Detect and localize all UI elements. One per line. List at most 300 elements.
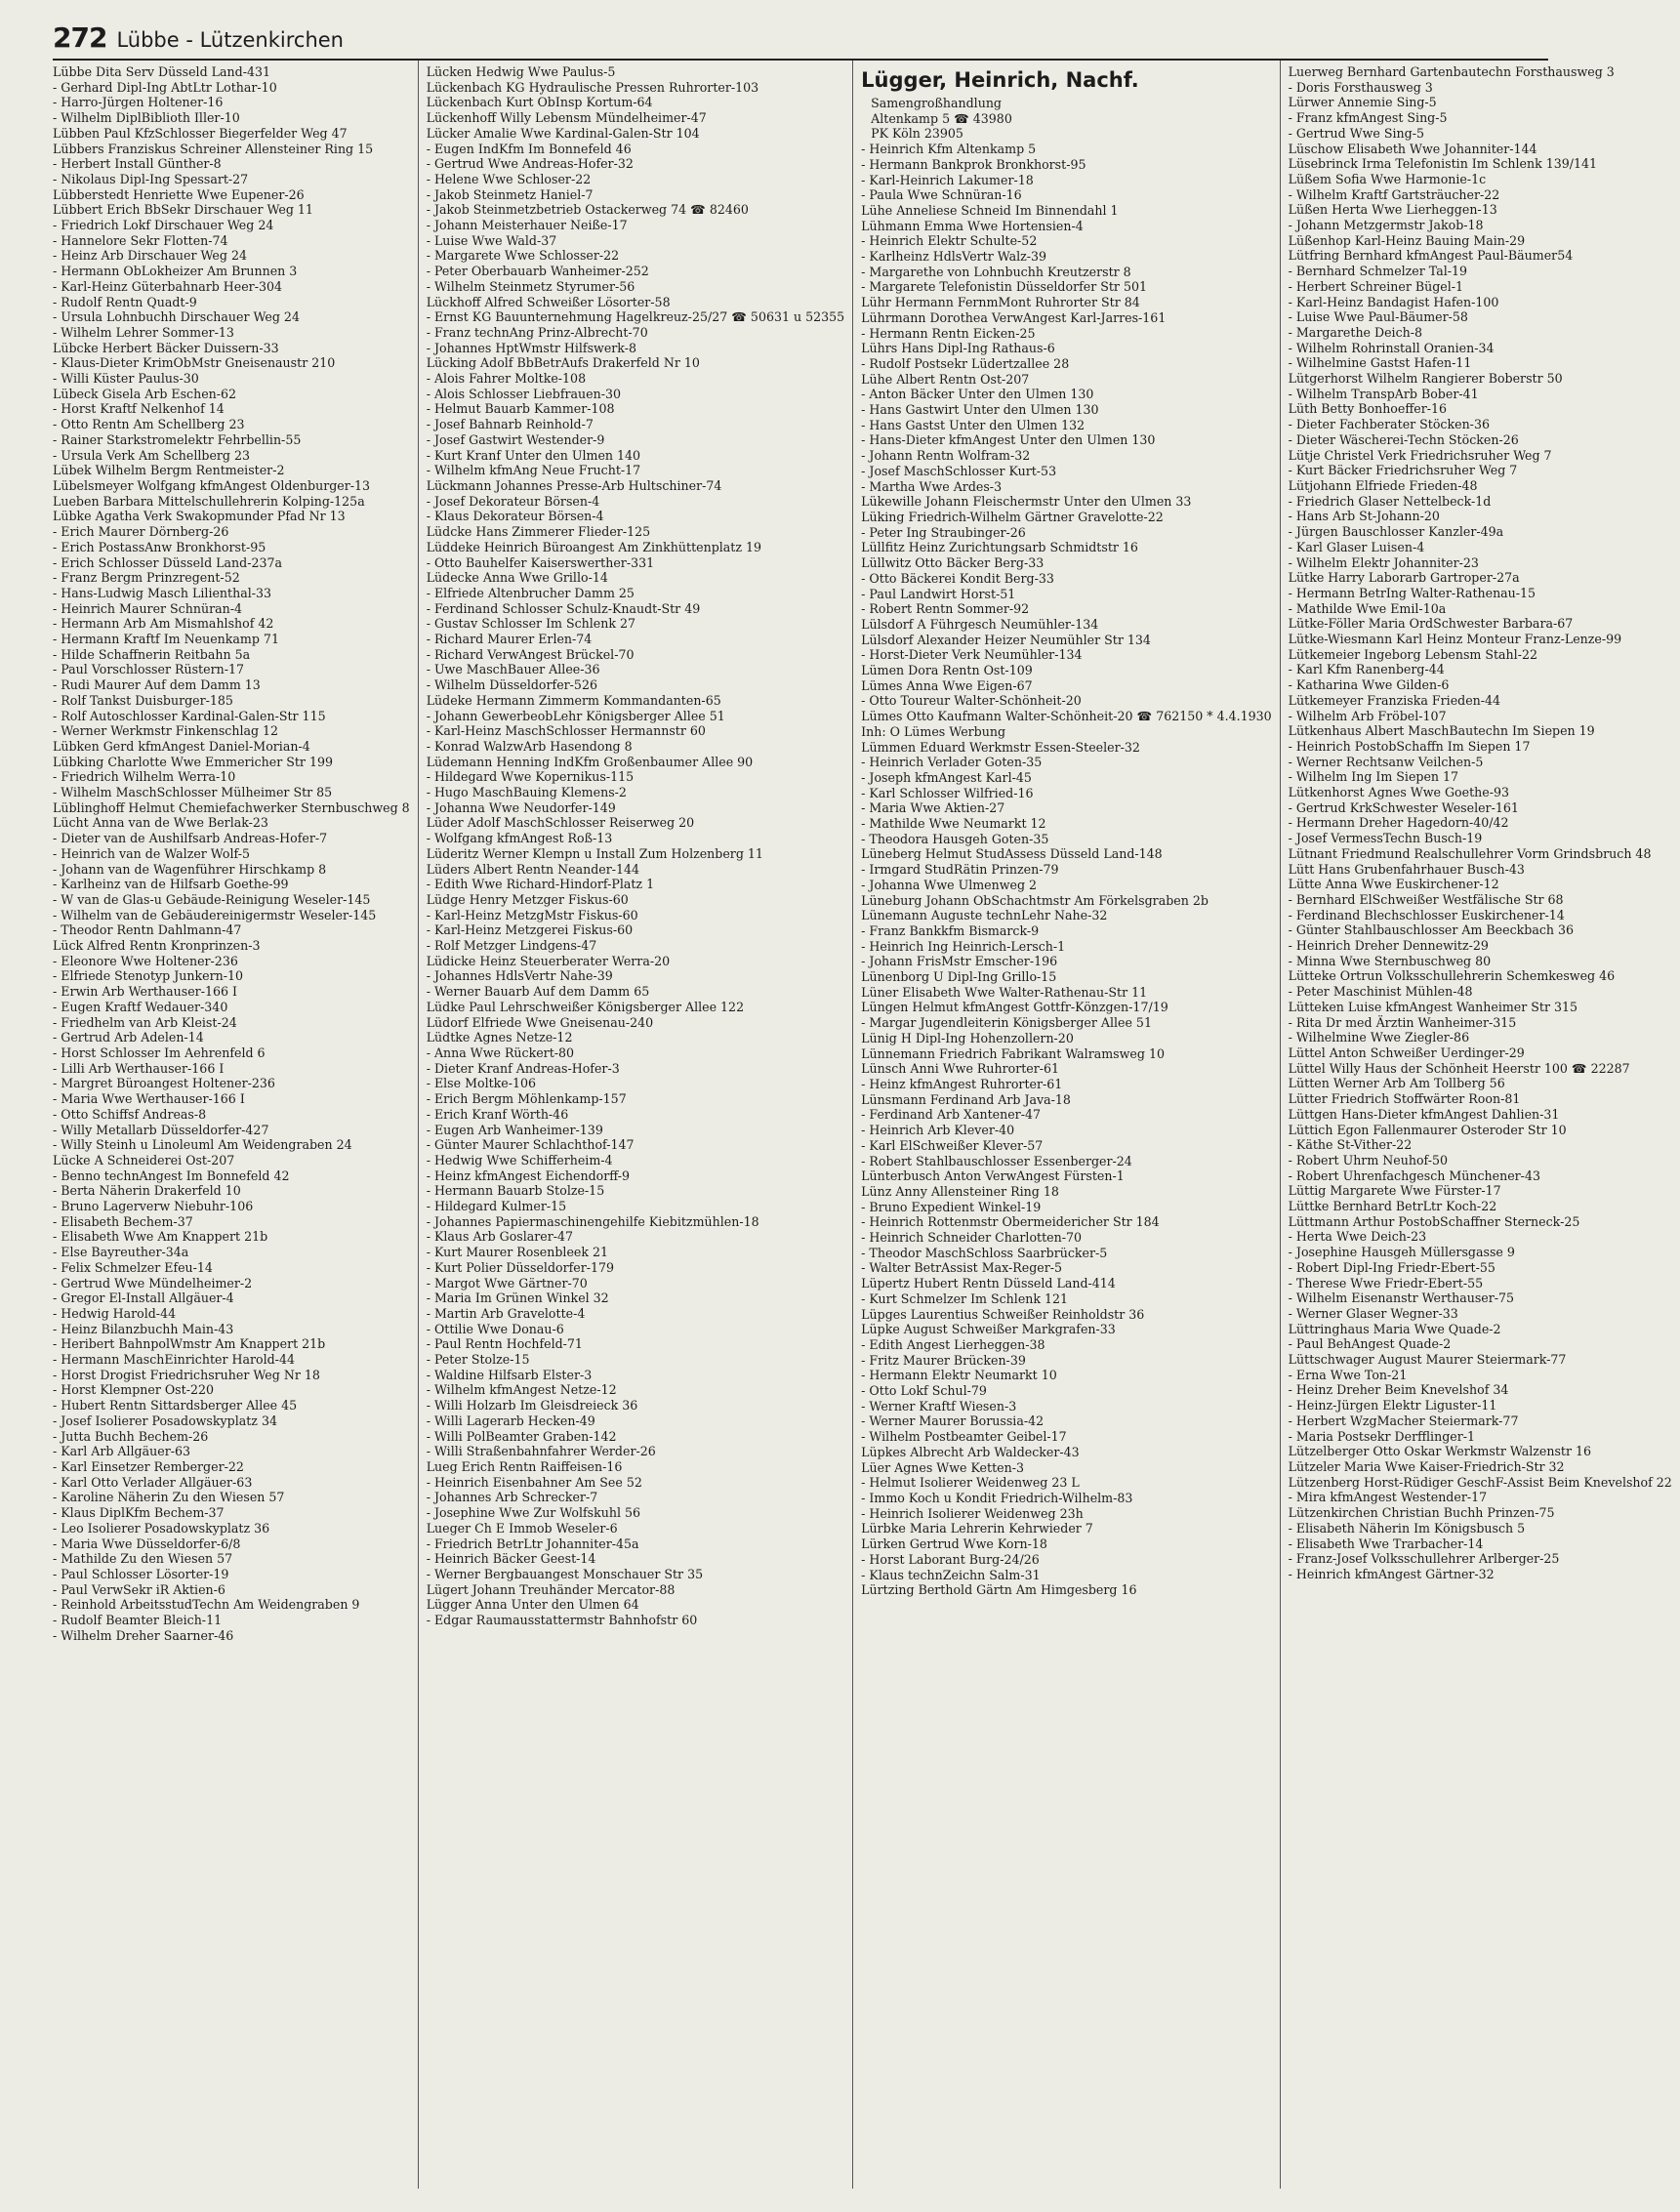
- directory-entry: - Werner Bergbauangest Monschauer Str 35: [426, 1566, 704, 1581]
- directory-entry: - Wilhelm Rohrinstall Oranien-34: [1288, 340, 1495, 355]
- directory-entry: - Irmgard StudRätin Prinzen-79: [861, 862, 1059, 878]
- directory-entry: - Dieter Wäscherei-Techn Stöcken-26: [1288, 431, 1519, 447]
- directory-entry: - Hedwig Wwe Schifferheim-4: [426, 1152, 613, 1167]
- directory-entry: Lückenhoff Willy Lebensm Mündelheimer-47: [426, 110, 707, 126]
- directory-entry: - Heinrich Elektr Schulte-52: [861, 233, 1038, 249]
- directory-entry: - Friedrich Wilhelm Werra-10: [53, 769, 236, 785]
- directory-entry: - Heinz Dreher Beim Knevelshof 34: [1288, 1382, 1509, 1398]
- directory-entry: Lürwer Annemie Sing-5: [1288, 95, 1437, 110]
- directory-entry: - Erich Maurer Dörnberg-26: [53, 524, 229, 540]
- directory-entry: - Hans-Dieter kfmAngest Unter den Ulmen 130: [861, 432, 1156, 448]
- directory-entry: - Heinrich Bäcker Geest-14: [426, 1551, 596, 1567]
- directory-entry: - Paul Schlosser Lösorter-19: [53, 1566, 229, 1581]
- directory-entry: - Wilhelm Kraftf Gartsträucher-22: [1288, 186, 1500, 202]
- directory-entry: - Hugo MaschBauing Klemens-2: [426, 785, 627, 800]
- directory-entry: - Rolf Tankst Duisburger-185: [53, 692, 233, 708]
- directory-entry: Lück Alfred Rentn Kronprinzen-3: [53, 938, 261, 954]
- columns: [53, 61, 1672, 2189]
- directory-entry: - Hermann MaschEinrichter Harold-44: [53, 1352, 295, 1368]
- directory-entry: Lübbe Dita Serv Düsseld Land-431: [53, 64, 270, 79]
- directory-entry: - Margarete Telefonistin Düsseldorfer Str 501: [861, 279, 1147, 295]
- directory-entry: Lübeck Gisela Arb Eschen-62: [53, 386, 237, 401]
- directory-entry: Lümes Otto Kaufmann Walter-Schönheit-20 ☎ 762150 * 4.4.1930: [861, 709, 1272, 724]
- directory-entry: - Elisabeth Wwe Am Knappert 21b: [53, 1229, 268, 1245]
- directory-entry: - Josef Dekorateur Börsen-4: [426, 493, 600, 509]
- directory-entry: - Jakob Steinmetz Haniel-7: [426, 186, 594, 202]
- directory-entry: - Heinrich Arb Klever-40: [861, 1123, 1015, 1138]
- directory-entry: Lücht Anna van de Wwe Berlak-23: [53, 815, 268, 831]
- directory-entry: - Karl Einsetzer Remberger-22: [53, 1458, 244, 1474]
- directory-entry: - Heribert BahnpolWmstr Am Knappert 21b: [53, 1336, 326, 1352]
- directory-entry: - Gertrud KrkSchwester Weseler-161: [1288, 799, 1519, 815]
- directory-entry: - Elfriede Altenbrucher Damm 25: [426, 585, 635, 600]
- directory-entry: - Bruno Expedient Winkel-19: [861, 1199, 1042, 1214]
- business-heading: Lügger, Heinrich, Nachf.: [861, 68, 1139, 92]
- directory-entry: - Rolf Metzger Lindgens-47: [426, 938, 597, 954]
- directory-entry: - Margarethe Deich-8: [1288, 324, 1423, 340]
- directory-entry: Lützenkirchen Christian Buchh Prinzen-75: [1288, 1505, 1555, 1521]
- column-2: [418, 61, 852, 2189]
- directory-entry: - Friedhelm van Arb Kleist-24: [53, 1014, 237, 1030]
- directory-entry: - Willi Holzarb Im Gleisdreieck 36: [426, 1398, 638, 1413]
- directory-entry: - Hermann BetrIng Walter-Rathenau-15: [1288, 585, 1537, 600]
- directory-entry: Lütje Christel Verk Friedrichsruher Weg 7: [1288, 447, 1552, 463]
- directory-entry: - Elisabeth Näherin Im Königsbusch 5: [1288, 1520, 1526, 1536]
- directory-entry: - Heinz Bilanzbuchh Main-43: [53, 1321, 234, 1336]
- directory-entry: Lübberstedt Henriette Wwe Eupener-26: [53, 186, 305, 202]
- directory-entry: Lückmann Johannes Presse-Arb Hultschiner-74: [426, 477, 722, 493]
- directory-entry: - Wilhelmine Wwe Ziegler-86: [1288, 1030, 1470, 1045]
- directory-entry: - Rudolf Beamter Bleich-11: [53, 1613, 223, 1628]
- directory-entry: - Günter Stahlbauschlosser Am Beeckbach 36: [1288, 922, 1575, 938]
- directory-entry: Lübek Wilhelm Bergm Rentmeister-2: [53, 463, 285, 478]
- directory-entry: - Wilhelm Eisenanstr Werthauser-75: [1288, 1290, 1515, 1306]
- directory-entry: - Else Bayreuther-34a: [53, 1245, 189, 1260]
- directory-entry: - Mathilde Zu den Wiesen 57: [53, 1551, 233, 1567]
- directory-entry: Lüdke Paul Lehrschweißer Königsberger Allee 122: [426, 999, 745, 1014]
- directory-entry: Lütte Anna Wwe Euskirchener-12: [1288, 877, 1499, 892]
- directory-entry: - Horst-Dieter Verk Neumühler-134: [861, 647, 1083, 663]
- directory-entry: - Gertrud Wwe Andreas-Hofer-32: [426, 156, 634, 172]
- business-detail: PK Köln 23905: [871, 126, 963, 142]
- directory-entry: - Jutta Buchh Bechem-26: [53, 1428, 209, 1444]
- page-number: 272: [53, 21, 107, 54]
- directory-entry: - Joseph kfmAngest Karl-45: [861, 769, 1032, 785]
- directory-entry: - Johann Meisterhauer Neiße-17: [426, 218, 628, 233]
- directory-entry: - Horst Schlosser Im Aehrenfeld 6: [53, 1045, 266, 1060]
- directory-entry: - Johann van de Wagenführer Hirschkamp 8: [53, 861, 327, 877]
- directory-entry: - Katharina Wwe Gilden-6: [1288, 677, 1450, 693]
- directory-entry: - Gregor El-Install Allgäuer-4: [53, 1290, 234, 1306]
- directory-entry: - Otto Lokf Schul-79: [861, 1383, 987, 1399]
- column-3: [852, 61, 1279, 2189]
- directory-entry: - Maria Wwe Aktien-27: [861, 800, 1005, 816]
- directory-entry: Lürbke Maria Lehrerin Kehrwieder 7: [861, 1521, 1093, 1536]
- directory-entry: - Doris Forsthausweg 3: [1288, 79, 1433, 95]
- directory-entry: Lükewille Johann Fleischermstr Unter den Ulmen 33: [861, 494, 1192, 510]
- directory-entry: - W van de Glas-u Gebäude-Reinigung Weseler-145: [53, 891, 371, 907]
- directory-entry: - Karl-Heinz Metzgerei Fiskus-60: [426, 922, 634, 938]
- directory-entry: Lütfring Bernhard kfmAngest Paul-Bäumer54: [1288, 248, 1574, 264]
- directory-entry: - Otto Bäckerei Kondit Berg-33: [861, 570, 1054, 586]
- directory-entry: - Bernhard Schmelzer Tal-19: [1288, 264, 1468, 279]
- directory-entry: - Josef Gastwirt Westender-9: [426, 431, 605, 447]
- directory-entry: - Willy Metallarb Düsseldorfer-427: [53, 1122, 269, 1137]
- directory-entry: - Josephine Wwe Zur Wolfskuhl 56: [426, 1505, 641, 1521]
- directory-entry: - Luise Wwe Wald-37: [426, 232, 557, 248]
- directory-entry: - Wilhelm DiplBiblioth Iller-10: [53, 110, 240, 126]
- directory-entry: Lüking Friedrich-Wilhelm Gärtner Gravelotte-22: [861, 509, 1164, 524]
- directory-entry: - Erna Wwe Ton-21: [1288, 1367, 1408, 1382]
- directory-entry: Lüttgen Hans-Dieter kfmAngest Dahlien-31: [1288, 1106, 1560, 1122]
- directory-entry: Lührs Hans Dipl-Ing Rathaus-6: [861, 341, 1055, 356]
- directory-entry: - Klaus-Dieter KrimObMstr Gneisenaustr 210: [53, 355, 336, 371]
- directory-entry: Lünenborg U Dipl-Ing Grillo-15: [861, 969, 1057, 985]
- directory-entry: - Johann Metzgermstr Jakob-18: [1288, 218, 1484, 233]
- directory-entry: Lüders Albert Rentn Neander-144: [426, 861, 640, 877]
- directory-entry: Lütten Werner Arb Am Tollberg 56: [1288, 1076, 1505, 1091]
- directory-entry: - Heinrich Verlader Goten-35: [861, 755, 1043, 770]
- directory-entry: Lübelsmeyer Wolfgang kfmAngest Oldenburger-13: [53, 477, 371, 493]
- directory-entry: - Johannes Arb Schrecker-7: [426, 1490, 598, 1505]
- directory-entry: Lünig H Dipl-Ing Hohenzollern-20: [861, 1030, 1074, 1045]
- directory-entry: - Horst Drogist Friedrichsruher Weg Nr 18: [53, 1367, 320, 1382]
- directory-entry: - Werner Rechtsanw Veilchen-5: [1288, 754, 1484, 769]
- directory-entry: Lüpertz Hubert Rentn Düsseld Land-414: [861, 1276, 1116, 1291]
- directory-entry: Lückenbach KG Hydraulische Pressen Ruhrorter-103: [426, 79, 759, 95]
- directory-entry: Lützeler Maria Wwe Kaiser-Friedrich-Str 32: [1288, 1458, 1565, 1474]
- directory-entry: Lübken Gerd kfmAngest Daniel-Morian-4: [53, 738, 310, 754]
- directory-entry: - Karl Schlosser Wilfried-16: [861, 785, 1034, 800]
- directory-entry: - Wilhelm Ing Im Siepen 17: [1288, 769, 1459, 785]
- directory-entry: - Bernhard ElSchweißer Westfälische Str 68: [1288, 891, 1564, 907]
- directory-entry: - Rudi Maurer Auf dem Damm 13: [53, 677, 261, 693]
- directory-entry: - Robert Uhrm Neuhof-50: [1288, 1152, 1449, 1167]
- directory-entry: - Heinrich PostobSchaffn Im Siepen 17: [1288, 738, 1531, 754]
- directory-entry: - Franz Bergm Prinzregent-52: [53, 570, 240, 586]
- directory-entry: - Hans Gastwirt Unter den Ulmen 130: [861, 402, 1099, 418]
- directory-entry: Lüdcke Hans Zimmerer Flieder-125: [426, 524, 651, 540]
- directory-entry: - Karoline Näherin Zu den Wiesen 57: [53, 1490, 285, 1505]
- directory-entry: Lüer Agnes Wwe Ketten-3: [861, 1459, 1024, 1475]
- directory-entry: - Heinz Arb Dirschauer Weg 24: [53, 248, 247, 264]
- directory-entry: - Willi Küster Paulus-30: [53, 371, 199, 387]
- directory-entry: - Wilhelm Steinmetz Styrumer-56: [426, 278, 635, 294]
- directory-entry: - Wilhelm Arb Fröbel-107: [1288, 708, 1447, 723]
- directory-entry: Lütteken Luise kfmAngest Wanheimer Str 315: [1288, 999, 1578, 1014]
- directory-entry: - Kurt Bäcker Friedrichsruher Weg 7: [1288, 463, 1518, 478]
- directory-entry: - Karl Arb Allgäuer-63: [53, 1444, 190, 1459]
- directory-entry: - Horst Klempner Ost-220: [53, 1382, 214, 1398]
- directory-entry: - Gertrud Wwe Sing-5: [1288, 125, 1424, 141]
- directory-entry: - Johann GewerbeobLehr Königsberger Allee 51: [426, 708, 725, 723]
- directory-entry: - Heinrich Dreher Dennewitz-29: [1288, 938, 1489, 954]
- directory-entry: - Karl Kfm Ranenberg-44: [1288, 662, 1445, 677]
- directory-entry: - Robert Dipl-Ing Friedr-Ebert-55: [1288, 1259, 1496, 1275]
- directory-entry: - Johannes HptWmstr Hilfswerk-8: [426, 340, 636, 355]
- directory-entry: - Franz kfmAngest Sing-5: [1288, 110, 1448, 126]
- directory-entry: - Margot Wwe Gärtner-70: [426, 1275, 588, 1290]
- directory-entry: Lücker Amalie Wwe Kardinal-Galen-Str 104: [426, 125, 700, 141]
- directory-entry: - Fritz Maurer Brücken-39: [861, 1352, 1026, 1368]
- directory-entry: - Paul Landwirt Horst-51: [861, 586, 1016, 601]
- directory-entry: Lüblinghoff Helmut Chemiefachwerker Sternbuschweg 8: [53, 799, 410, 815]
- directory-entry: - Karl Otto Verlader Allgäuer-63: [53, 1474, 253, 1490]
- directory-entry: - Johann FrisMstr Emscher-196: [861, 954, 1058, 969]
- directory-entry: - Franz technAng Prinz-Albrecht-70: [426, 324, 648, 340]
- directory-entry: - Rolf Autoschlosser Kardinal-Galen-Str 115: [53, 708, 326, 723]
- directory-entry: - Klaus Dekorateur Börsen-4: [426, 509, 604, 524]
- directory-entry: - Hans Arb St-Johann-20: [1288, 509, 1440, 524]
- directory-entry: - Margret Büroangest Holtener-236: [53, 1076, 275, 1091]
- directory-entry: - Helmut Isolierer Weidenweg 23 L: [861, 1475, 1080, 1491]
- directory-entry: - Dieter van de Aushilfsarb Andreas-Hofer-7: [53, 831, 328, 846]
- directory-entry: - Paula Wwe Schnüran-16: [861, 187, 1022, 203]
- directory-entry: Lügger Anna Unter den Ulmen 64: [426, 1597, 639, 1613]
- directory-entry: - Rainer Starkstromelektr Fehrbellin-55: [53, 431, 302, 447]
- business-detail: Samengroßhandlung: [871, 96, 1002, 110]
- directory-entry: Lüttel Willy Haus der Schönheit Heerstr 100 ☎ 22287: [1288, 1060, 1630, 1076]
- directory-entry: - Paul VerwSekr iR Aktien-6: [53, 1581, 225, 1597]
- directory-entry: Lüsebrinck Irma Telefonistin Im Schlenk 139/141: [1288, 156, 1598, 172]
- directory-entry: - Otto Schiffsf Andreas-8: [53, 1106, 207, 1122]
- directory-entry: - Mira kfmAngest Westender-17: [1288, 1490, 1488, 1505]
- directory-entry: - Dieter Kranf Andreas-Hofer-3: [426, 1060, 620, 1076]
- directory-entry: - Hermann Rentn Eicken-25: [861, 325, 1036, 341]
- directory-entry: - Josef Isolierer Posadowskyplatz 34: [53, 1413, 277, 1428]
- page-header: [53, 21, 1548, 61]
- directory-entry: - Erwin Arb Werthauser-166 I: [53, 984, 237, 1000]
- directory-entry: Lüdicke Heinz Steuerberater Werra-20: [426, 953, 671, 968]
- directory-entry: - Herbert Install Günther-8: [53, 156, 222, 172]
- directory-entry: - Bruno Lagerverw Niebuhr-106: [53, 1199, 254, 1214]
- directory-entry: - Wilhelm Düsseldorfer-526: [426, 677, 597, 693]
- directory-entry: - Hildegard Wwe Kopernikus-115: [426, 769, 635, 785]
- directory-entry: Lümmen Eduard Werkmstr Essen-Steeler-32: [861, 739, 1140, 755]
- directory-entry: - Walter BetrAssist Max-Reger-5: [861, 1260, 1062, 1276]
- directory-entry: Inh: O Lümes Werbung: [861, 723, 1006, 739]
- directory-entry: - Heinrich Ing Heinrich-Lersch-1: [861, 938, 1066, 954]
- directory-entry: - Rudolf Rentn Quadt-9: [53, 294, 197, 309]
- directory-entry: Lütkemeier Ingeborg Lebensm Stahl-22: [1288, 646, 1537, 662]
- directory-entry: Lueg Erich Rentn Raiffeisen-16: [426, 1458, 623, 1474]
- directory-entry: Lühe Anneliese Schneid Im Binnendahl 1: [861, 202, 1119, 218]
- directory-entry: - Johanna Wwe Neudorfer-149: [426, 799, 616, 815]
- directory-entry: - Ernst KG Bauunternehmung Hagelkreuz-25/27 ☎ 50631 u 52355: [426, 309, 845, 325]
- directory-entry: - Kurt Maurer Rosenbleek 21: [426, 1245, 609, 1260]
- directory-entry: - Martha Wwe Ardes-3: [861, 478, 1003, 494]
- directory-entry: Lülsdorf A Führgesch Neumühler-134: [861, 616, 1099, 632]
- directory-entry: Lüßenhop Karl-Heinz Bauing Main-29: [1288, 232, 1526, 248]
- directory-entry: - Willi Straßenbahnfahrer Werder-26: [426, 1444, 656, 1459]
- directory-entry: Lütteke Ortrun Volksschullehrerin Schemkesweg 46: [1288, 968, 1616, 984]
- directory-entry: - Peter Maschinist Mühlen-48: [1288, 984, 1473, 1000]
- directory-entry: Lütt Hans Grubenfahrhauer Busch-43: [1288, 861, 1525, 877]
- directory-entry: - Minna Wwe Sternbuschweg 80: [1288, 953, 1492, 968]
- directory-entry: Lückenbach Kurt ObInsp Kortum-64: [426, 95, 653, 110]
- directory-entry: - Josephine Hausgeh Müllersgasse 9: [1288, 1245, 1515, 1260]
- directory-entry: Lücking Adolf BbBetrAufs Drakerfeld Nr 10: [426, 355, 700, 371]
- directory-entry: - Peter Stolze-15: [426, 1352, 530, 1368]
- directory-entry: - Peter Ing Straubinger-26: [861, 524, 1026, 540]
- directory-entry: Lünsch Anni Wwe Ruhrorter-61: [861, 1061, 1060, 1077]
- directory-entry: Lüngen Helmut kfmAngest Gottfr-Könzgen-17/19: [861, 1000, 1168, 1015]
- directory-entry: - Heinrich van de Walzer Wolf-5: [53, 845, 250, 861]
- directory-entry: - Heinz kfmAngest Ruhrorter-61: [861, 1077, 1063, 1091]
- directory-entry: - Margar Jugendleiterin Königsberger Allee 51: [861, 1015, 1152, 1031]
- directory-entry: - Kurt Polier Düsseldorfer-179: [426, 1259, 615, 1275]
- directory-entry: - Werner Bauarb Auf dem Damm 65: [426, 984, 650, 1000]
- directory-entry: - Hermann Arb Am Mismahlshof 42: [53, 616, 274, 632]
- directory-entry: Lützelberger Otto Oskar Werkmstr Walzenstr 16: [1288, 1444, 1592, 1459]
- directory-entry: - Wilhelm kfmAngest Netze-12: [426, 1382, 617, 1398]
- directory-entry: - Helmut Bauarb Kammer-108: [426, 401, 615, 417]
- directory-entry: - Mathilde Wwe Emil-10a: [1288, 600, 1447, 616]
- directory-entry: Lürtzing Berthold Gärtn Am Himgesberg 16: [861, 1582, 1137, 1598]
- directory-entry: Lücken Hedwig Wwe Paulus-5: [426, 64, 616, 79]
- directory-entry: Lübbers Franziskus Schreiner Allensteiner Ring 15: [53, 141, 374, 156]
- directory-entry: - Günter Maurer Schlachthof-147: [426, 1137, 635, 1153]
- directory-entry: Lünemann Auguste technLehr Nahe-32: [861, 908, 1108, 923]
- directory-entry: - Karlheinz van de Hilfsarb Goethe-99: [53, 877, 289, 892]
- directory-entry: - Leo Isolierer Posadowskyplatz 36: [53, 1520, 270, 1536]
- directory-entry: Lüttig Margarete Wwe Fürster-17: [1288, 1183, 1501, 1199]
- directory-entry: - Eugen Arb Wanheimer-139: [426, 1122, 603, 1137]
- directory-entry: - Erich Schlosser Düsseld Land-237a: [53, 554, 282, 570]
- directory-entry: Lüddeke Heinrich Büroangest Am Zinkhüttenplatz 19: [426, 539, 762, 554]
- column-4: [1280, 61, 1680, 2189]
- directory-entry: - Hermann ObLokheizer Am Brunnen 3: [53, 264, 298, 279]
- directory-entry: Lüttschwager August Maurer Steiermark-77: [1288, 1352, 1567, 1368]
- directory-entry: - Edith Wwe Richard-Hindorf-Platz 1: [426, 877, 655, 892]
- directory-entry: - Hildegard Kulmer-15: [426, 1199, 567, 1214]
- directory-entry: - Heinrich Eisenbahner Am See 52: [426, 1474, 642, 1490]
- directory-entry: Lübking Charlotte Wwe Emmericher Str 199: [53, 754, 333, 769]
- directory-entry: - Hermann Elektr Neumarkt 10: [861, 1368, 1057, 1383]
- directory-entry: - Lilli Arb Werthauser-166 I: [53, 1060, 225, 1076]
- directory-entry: - Paul Vorschlosser Rüstern-17: [53, 662, 244, 677]
- directory-entry: Lüdeke Hermann Zimmerm Kommandanten-65: [426, 692, 721, 708]
- directory-entry: - Käthe St-Vither-22: [1288, 1137, 1413, 1153]
- directory-entry: Lüpges Laurentius Schweißer Reinholdstr 36: [861, 1306, 1145, 1322]
- directory-entry: - Ottilie Wwe Donau-6: [426, 1321, 564, 1336]
- directory-entry: - Benno technAngest Im Bonnefeld 42: [53, 1167, 290, 1183]
- directory-entry: - Harro-Jürgen Holtener-16: [53, 95, 224, 110]
- directory-entry: Lünterbusch Anton VerwAngest Fürsten-1: [861, 1168, 1125, 1184]
- directory-entry: - Karlheinz HdlsVertr Walz-39: [861, 249, 1047, 265]
- directory-entry: - Ferdinand Blechschlosser Euskirchener-14: [1288, 907, 1565, 922]
- directory-entry: - Werner Maurer Borussia-42: [861, 1413, 1045, 1429]
- directory-entry: - Friedrich Lokf Dirschauer Weg 24: [53, 218, 274, 233]
- directory-entry: - Klaus DiplKfm Bechem-37: [53, 1505, 225, 1521]
- directory-entry: Lüßen Herta Wwe Lierheggen-13: [1288, 202, 1497, 218]
- directory-entry: Lützenberg Horst-Rüdiger GeschF-Assist Beim Knevelshof 22: [1288, 1474, 1672, 1490]
- directory-entry: Lüneberg Helmut StudAssess Düsseld Land-148: [861, 846, 1163, 862]
- directory-entry: - Reinhold ArbeitsstudTechn Am Weidengraben 9: [53, 1597, 360, 1613]
- directory-entry: Lüneburg Johann ObSchachtmstr Am Förkelsgraben 2b: [861, 892, 1209, 908]
- directory-entry: Lüdge Henry Metzger Fiskus-60: [426, 891, 629, 907]
- directory-entry: Lüllfitz Heinz Zurichtungsarb Schmidtstr 16: [861, 540, 1138, 555]
- directory-entry: - Wilhelmine Gastst Hafen-11: [1288, 355, 1472, 371]
- directory-entry: - Rudolf Postsekr Lüdertzallee 28: [861, 355, 1070, 371]
- directory-entry: - Heinrich Kfm Altenkamp 5: [861, 142, 1037, 157]
- directory-entry: - Karl Glaser Luisen-4: [1288, 539, 1425, 554]
- directory-entry: - Franz Bankkfm Bismarck-9: [861, 922, 1040, 938]
- directory-entry: - Theodor Rentn Dahlmann-47: [53, 922, 242, 938]
- directory-entry: Lüderitz Werner Klempn u Install Zum Holzenberg 11: [426, 845, 763, 861]
- directory-entry: - Herta Wwe Deich-23: [1288, 1229, 1427, 1245]
- directory-entry: - Karl-Heinz Bandagist Hafen-100: [1288, 294, 1499, 309]
- directory-entry: Lührmann Dorothea VerwAngest Karl-Jarres-161: [861, 309, 1167, 325]
- directory-entry: - Edgar Raumausstattermstr Bahnhofstr 60: [426, 1613, 698, 1628]
- directory-entry: Lübcke Herbert Bäcker Duissern-33: [53, 340, 279, 355]
- directory-entry: Lüttel Anton Schweißer Uerdinger-29: [1288, 1045, 1525, 1060]
- directory-entry: Lügert Johann Treuhänder Mercator-88: [426, 1581, 676, 1597]
- directory-entry: - Maria Wwe Düsseldorfer-6/8: [53, 1536, 241, 1551]
- directory-entry: - Alois Schlosser Liebfrauen-30: [426, 386, 621, 401]
- directory-entry: - Hermann Dreher Hagedorn-40/42: [1288, 815, 1509, 831]
- directory-entry: - Wilhelm MaschSchlosser Mülheimer Str 85: [53, 785, 333, 800]
- directory-entry: - Nikolaus Dipl-Ing Spessart-27: [53, 171, 249, 186]
- directory-entry: - Peter Oberbauarb Wanheimer-252: [426, 264, 649, 279]
- directory-entry: - Heinrich Schneider Charlotten-70: [861, 1230, 1082, 1246]
- directory-entry: - Klaus Arb Goslarer-47: [426, 1229, 574, 1245]
- directory-entry: - Horst Laborant Burg-24/26: [861, 1551, 1040, 1567]
- directory-entry: Lüdtke Agnes Netze-12: [426, 1030, 573, 1045]
- directory-entry: Lüth Betty Bonhoeffer-16: [1288, 401, 1448, 417]
- directory-entry: - Ursula Verk Am Schellberg 23: [53, 447, 251, 463]
- directory-entry: Lülsdorf Alexander Heizer Neumühler Str 134: [861, 632, 1151, 647]
- directory-entry: - Paul BehAngest Quade-2: [1288, 1336, 1452, 1352]
- directory-entry: - Immo Koch u Kondit Friedrich-Wilhelm-83: [861, 1490, 1133, 1505]
- directory-entry: - Robert Uhrenfachgesch Münchener-43: [1288, 1167, 1540, 1183]
- directory-entry: - Maria Postsekr Derfflinger-1: [1288, 1428, 1476, 1444]
- directory-entry: - Gustav Schlosser Im Schlenk 27: [426, 616, 636, 632]
- directory-entry: - Hermann Kraftf Im Neuenkamp 71: [53, 632, 279, 647]
- directory-entry: Lütter Friedrich Stoffwärter Roon-81: [1288, 1091, 1521, 1107]
- directory-entry: Lühr Hermann FernmMont Ruhrorter Str 84: [861, 295, 1140, 310]
- directory-entry: - Hans-Ludwig Masch Lilienthal-33: [53, 585, 272, 600]
- directory-entry: - Elfriede Stenotyp Junkern-10: [53, 968, 244, 984]
- directory-entry: - Karl-Heinz Güterbahnarb Heer-304: [53, 278, 282, 294]
- directory-entry: - Paul Rentn Hochfeld-71: [426, 1336, 583, 1352]
- directory-entry: Lübke Agatha Verk Swakopmunder Pfad Nr 13: [53, 509, 346, 524]
- directory-entry: - Hans Gastst Unter den Ulmen 132: [861, 417, 1086, 432]
- directory-entry: - Heinrich kfmAngest Gärtner-32: [1288, 1566, 1495, 1581]
- directory-entry: - Klaus technZeichn Salm-31: [861, 1567, 1041, 1582]
- directory-entry: - Jakob Steinmetzbetrieb Ostackerweg 74 ☎ 82460: [426, 202, 749, 218]
- directory-entry: Lütkenhorst Agnes Wwe Goethe-93: [1288, 785, 1509, 800]
- directory-entry: - Karl-Heinz MaschSchlosser Hermannstr 60: [426, 723, 706, 739]
- business-detail: Altenkamp 5 ☎ 43980: [871, 110, 1012, 126]
- directory-entry: - Felix Schmelzer Efeu-14: [53, 1259, 213, 1275]
- directory-entry: Lüner Elisabeth Wwe Walter-Rathenau-Str 11: [861, 984, 1148, 1000]
- directory-entry: Lüdorf Elfriede Wwe Gneisenau-240: [426, 1014, 654, 1030]
- directory-entry: - Erich PostassAnw Bronkhorst-95: [53, 539, 266, 554]
- directory-entry: - Gertrud Arb Adelen-14: [53, 1030, 204, 1045]
- directory-entry: - Berta Näherin Drakerfeld 10: [53, 1183, 241, 1199]
- directory-entry: - Johanna Wwe Ulmenweg 2: [861, 877, 1038, 892]
- directory-entry: - Otto Bauhelfer Kaiserswerther-331: [426, 554, 655, 570]
- directory-entry: - Gerhard Dipl-Ing AbtLtr Lothar-10: [53, 79, 277, 95]
- directory-entry: - Martin Arb Gravelotte-4: [426, 1305, 586, 1321]
- directory-entry: - Ursula Lohnbuchh Dirschauer Weg 24: [53, 309, 300, 325]
- directory-entry: - Friedrich BetrLtr Johanniter-45a: [426, 1536, 639, 1551]
- directory-entry: Lüdemann Henning IndKfm Großenbaumer Allee 90: [426, 754, 754, 769]
- directory-entry: - Willi PolBeamter Graben-142: [426, 1428, 617, 1444]
- directory-entry: Lüpkes Albrecht Arb Waldecker-43: [861, 1444, 1080, 1459]
- directory-entry: - Werner Werkmstr Finkenschlag 12: [53, 723, 279, 739]
